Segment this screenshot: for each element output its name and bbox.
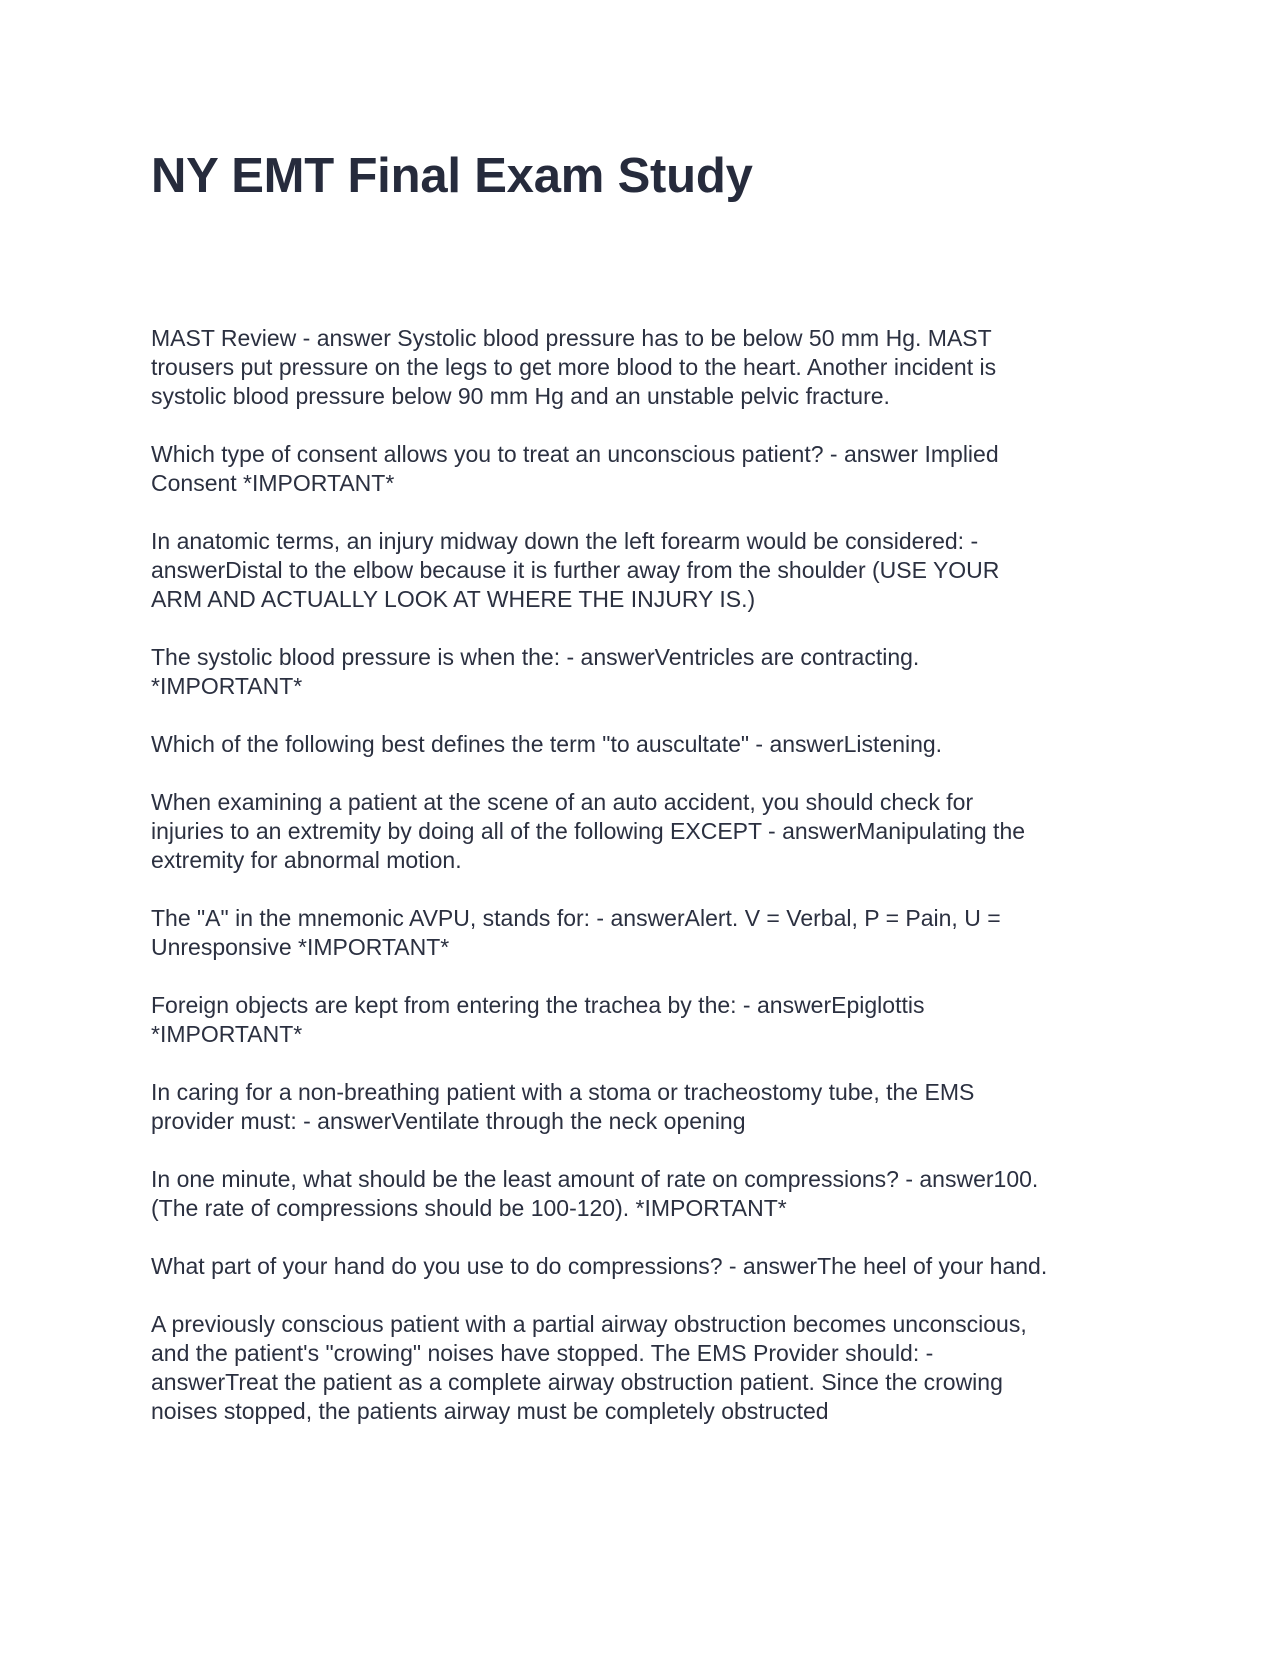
qa-item: Which type of consent allows you to treat an unconscious patient? - answer Implied Consent *IMPORTANT* <box>151 441 999 496</box>
qa-item: In anatomic terms, an injury midway down the left forearm would be considered: - answerDistal to the elbow because it is further away from the shoulder (USE YOUR ARM AND ACTUALLY LOOK AT WHERE THE INJURY IS.) <box>151 528 1000 612</box>
qa-item: What part of your hand do you use to do compressions? - answerThe heel of your hand. <box>151 1253 1048 1279</box>
qa-item: The "A" in the mnemonic AVPU, stands for: - answerAlert. V = Verbal, P = Pain, U = Unresponsive *IMPORTANT* <box>151 905 1001 960</box>
qa-item: MAST Review - answer Systolic blood pressure has to be below 50 mm Hg. MAST trousers put pressure on the legs to get more blood to the heart. Another incident is systolic blood pressure below 90 mm Hg and an unstable pelvic fracture. <box>151 325 997 409</box>
qa-item: In caring for a non-breathing patient with a stoma or tracheostomy tube, the EMS provider must: - answerVentilate through the neck opening <box>151 1079 975 1134</box>
qa-item: Which of the following best defines the term "to auscultate" - answerListening. <box>151 731 943 757</box>
qa-list <box>151 324 1141 1455</box>
qa-item: In one minute, what should be the least amount of rate on compressions? - answer100. (The rate of compressions should be 100-120). *IMPORTANT* <box>151 1166 1039 1221</box>
qa-item: A previously conscious patient with a partial airway obstruction becomes unconscious, and the patient's "crowing" noises have stopped. The EMS Provider should: - answerTreat the patient as a complete airway obstruction patient. Since the crowing noises stopped, the patients airway must be completely obstructed <box>151 1311 1027 1424</box>
qa-item: When examining a patient at the scene of an auto accident, you should check for injuries to an extremity by doing all of the following EXCEPT - answerManipulating the extremity for abnormal motion. <box>151 789 1026 873</box>
qa-item: The systolic blood pressure is when the: - answerVentricles are contracting. *IMPORTANT* <box>151 644 920 699</box>
qa-item: Foreign objects are kept from entering the trachea by the: - answerEpiglottis *IMPORTANT* <box>151 992 925 1047</box>
document-title: NY EMT Final Exam Study <box>151 149 753 203</box>
